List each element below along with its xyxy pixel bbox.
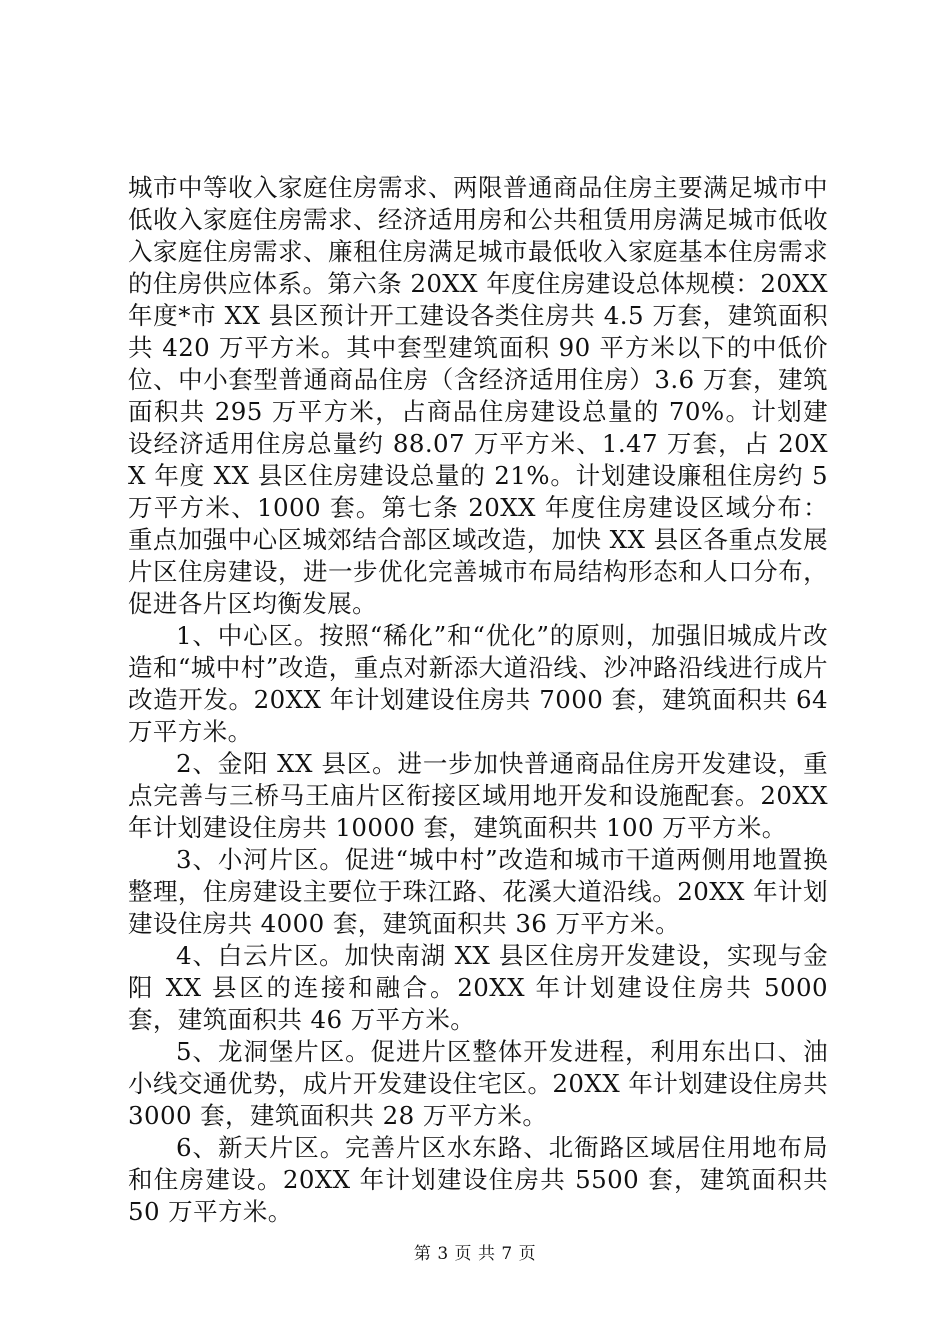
paragraph-xintian-district: 6、新天片区。完善片区水东路、北衙路区域居住用地布局和住房建设。20XX 年计划建设住房共 5500 套，建筑面积共 50 万平方米。 bbox=[128, 1133, 828, 1226]
paragraph-central-district: 1、中心区。按照“稀化”和“优化”的原则，加强旧城成片改造和“城中村”改造，重点对新添大道沿线、沙冲路沿线进行成片改造开发。20XX 年计划建设住房共 7000 套，建筑面积共 64 万平方米。 bbox=[128, 621, 828, 746]
page-number-footer: 第 3 页 共 7 页 bbox=[413, 1244, 537, 1264]
paragraph-intro: 城市中等收入家庭住房需求、两限普通商品住房主要满足城市中低收入家庭住房需求、经济适用房和公共租赁用房满足城市低收入家庭住房需求、廉租住房满足城市最低收入家庭基本住房需求的住房供应体系。第六条 20XX 年度住房建设总体规模：20XX 年度*市 XX 县区预计开工建设各类住房共 4.5 万套，建筑面积共 420 万平方米。其中套型建筑面积 90 平方米以下的中低价位、中小套型普通商品住房（含经济适用住房）3.6 万套，建筑面积共 295 万平方米，占商品住房建设总量的 70%。计划建设经济适用住房总量约 88.07 万平方米、1.47 万套，占 20XX 年度 XX 县区住房建设总量的 21%。计划建设廉租住房约 5 万平方米、1000 套。第七条 20XX 年度住房建设区域分布：重点加强中心区城郊结合部区域改造，加快 XX 县区各重点发展片区住房建设，进一步优化完善城市布局结构形态和人口分布，促进各片区均衡发展。 bbox=[128, 173, 828, 618]
paragraph-jinyang-district: 2、金阳 XX 县区。进一步加快普通商品住房开发建设，重点完善与三桥马王庙片区衔接区域用地开发和设施配套。20XX 年计划建设住房共 10000 套，建筑面积共 100 万平方米。 bbox=[128, 749, 828, 842]
paragraph-baiyun-district: 4、白云片区。加快南湖 XX 县区住房开发建设，实现与金阳 XX 县区的连接和融合。20XX 年计划建设住房共 5000 套，建筑面积共 46 万平方米。 bbox=[128, 941, 828, 1034]
document-body bbox=[128, 172, 828, 1228]
paragraph-xiaohe-district: 3、小河片区。促进“城中村”改造和城市干道两侧用地置换整理，住房建设主要位于珠江路、花溪大道沿线。20XX 年计划建设住房共 4000 套，建筑面积共 36 万平方米。 bbox=[128, 845, 828, 938]
paragraph-longdongbao-district: 5、龙洞堡片区。促进片区整体开发进程，利用东出口、油小线交通优势，成片开发建设住宅区。20XX 年计划建设住房共 3000 套，建筑面积共 28 万平方米。 bbox=[128, 1037, 828, 1130]
